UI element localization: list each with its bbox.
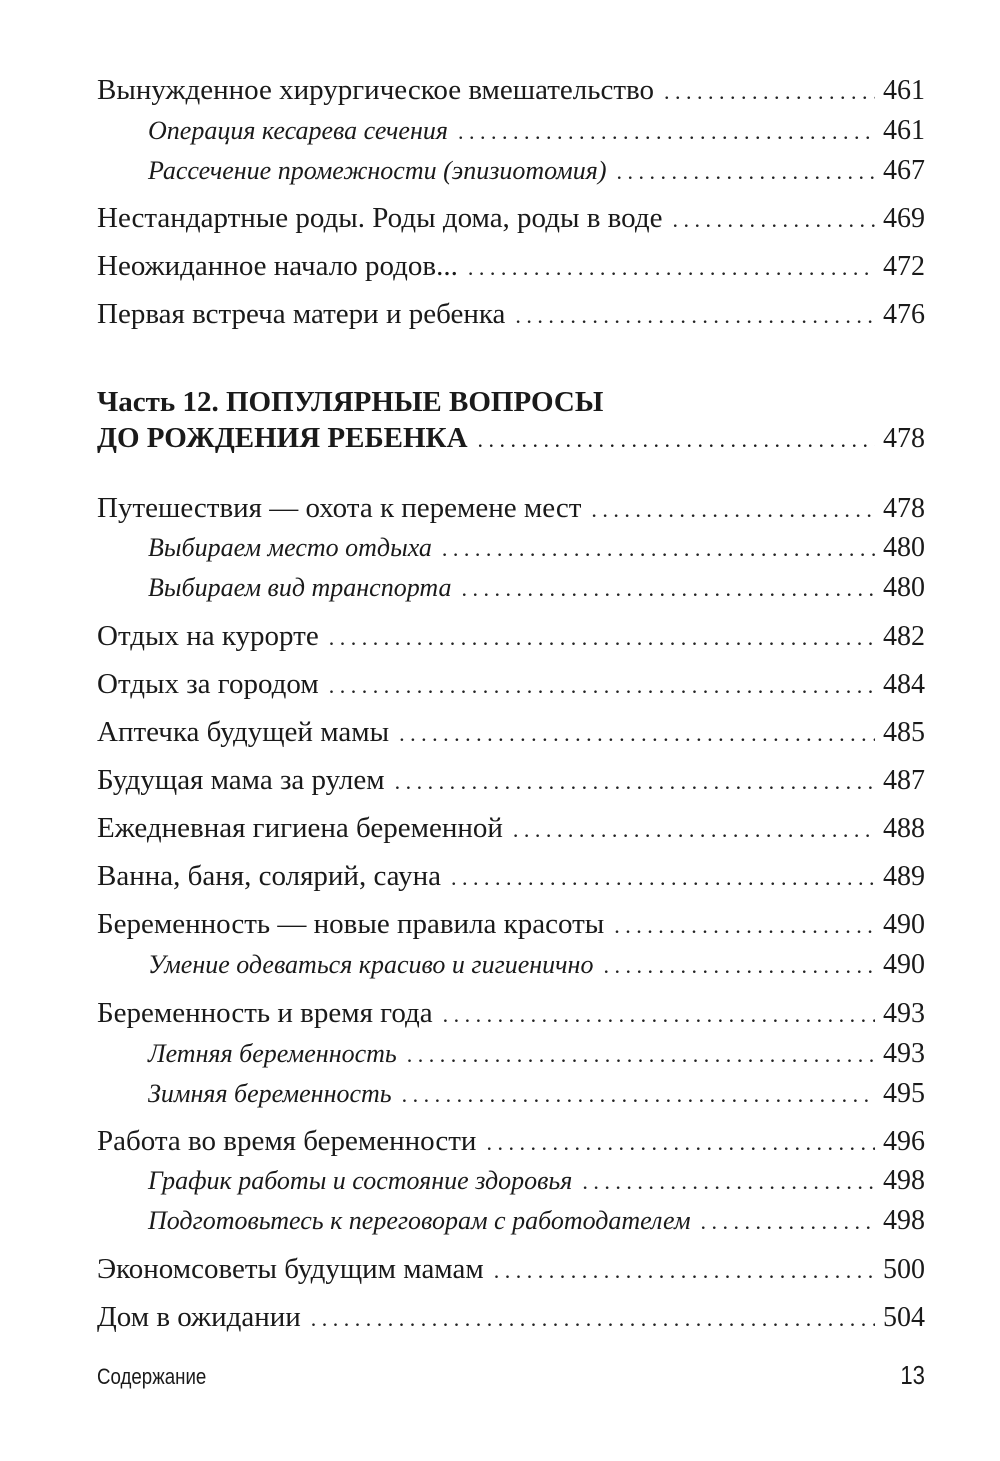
- toc-entry-title: Работа во время беременности: [97, 1125, 477, 1157]
- toc-entry-title: Экономсоветы будущим мамам: [97, 1253, 484, 1285]
- toc-entry-page: 493: [883, 1038, 925, 1069]
- toc-entry: [97, 296, 925, 334]
- leader-dots: [468, 250, 875, 286]
- toc-subentry: [148, 947, 925, 984]
- leader-dots: [614, 908, 875, 944]
- leader-dots: [617, 154, 876, 190]
- toc-entry: [97, 618, 925, 656]
- leader-dots: [591, 492, 875, 528]
- leader-dots: [664, 74, 875, 110]
- toc-entry-page: 482: [883, 621, 925, 652]
- leader-dots: [461, 571, 875, 607]
- toc-entry-page: 496: [883, 1126, 925, 1157]
- toc-entry: [97, 666, 925, 704]
- leader-dots: [451, 860, 875, 896]
- leader-dots: [407, 1037, 875, 1073]
- toc-entry: [97, 490, 925, 528]
- toc-entry-title: Выбираем вид транспорта: [148, 573, 452, 602]
- toc-entry-page: 487: [883, 765, 925, 796]
- toc-entry-title: Ежедневная гигиена беременной: [97, 812, 503, 844]
- toc-entry-title: Подготовьтесь к переговорам с работодателем: [148, 1206, 691, 1235]
- toc-entry-page: 461: [883, 115, 925, 146]
- toc-entry-title: Умение одеваться красиво и гигиенично: [148, 950, 594, 979]
- toc-entry: [97, 1299, 925, 1337]
- toc-entry-title: Отдых на курорте: [97, 620, 319, 652]
- leader-dots: [329, 668, 875, 704]
- toc-entry-title: Дом в ожидании: [97, 1301, 301, 1333]
- toc-entry: [97, 762, 925, 800]
- toc-entry-page: 490: [883, 909, 925, 940]
- leader-dots: [494, 1253, 875, 1289]
- leader-dots: [442, 531, 875, 567]
- toc-subentry: [148, 1076, 925, 1113]
- toc-entry-page: 490: [883, 949, 925, 980]
- toc-entry-page: 476: [883, 299, 925, 330]
- leader-dots: [672, 202, 875, 238]
- toc-entry-page: 467: [883, 155, 925, 186]
- toc-entry-page: 498: [883, 1205, 925, 1236]
- footer-page-number: 13: [900, 1360, 925, 1390]
- toc-entry-title: Ванна, баня, солярий, сауна: [97, 860, 441, 892]
- toc-entry: [97, 906, 925, 944]
- toc-entry: [97, 1123, 925, 1161]
- part-heading-page: 478: [883, 423, 925, 454]
- toc-entry-page: 504: [883, 1302, 925, 1333]
- leader-dots: [513, 812, 875, 848]
- leader-dots: [329, 620, 875, 656]
- toc-entry-page: 472: [883, 251, 925, 282]
- toc-entry-page: 478: [883, 493, 925, 524]
- toc-entry: [97, 72, 925, 110]
- toc-subentry: [148, 1036, 925, 1073]
- leader-dots: [399, 716, 875, 752]
- toc-entry-title: Летняя беременность: [148, 1039, 397, 1068]
- toc-entry: [97, 858, 925, 896]
- leader-dots: [515, 298, 875, 334]
- toc-entry-title: Выбираем место отдыха: [148, 533, 432, 562]
- toc-entry-title: Неожиданное начало родов...: [97, 250, 458, 282]
- toc-entry-title: Операция кесарева сечения: [148, 116, 448, 145]
- part-heading: [97, 384, 925, 458]
- toc-subentry: [148, 113, 925, 150]
- toc-entry-title: Вынужденное хирургическое вмешательство: [97, 74, 654, 106]
- toc-entry-page: 500: [883, 1254, 925, 1285]
- leader-dots: [478, 422, 875, 458]
- toc-entry-page: 469: [883, 203, 925, 234]
- toc-entry-title: Отдых за городом: [97, 668, 319, 700]
- toc-entry-page: 495: [883, 1078, 925, 1109]
- leader-dots: [458, 114, 875, 150]
- part-heading-line2-row: [97, 420, 925, 458]
- toc-entry-page: 485: [883, 717, 925, 748]
- toc-entry-title: Будущая мама за рулем: [97, 764, 385, 796]
- toc-entry: [97, 995, 925, 1033]
- toc-entry: [97, 248, 925, 286]
- toc-entry: [97, 1251, 925, 1289]
- toc-entry-page: 488: [883, 813, 925, 844]
- toc-entry-page: 480: [883, 532, 925, 563]
- toc-entry-title: Беременность — новые правила красоты: [97, 908, 605, 940]
- footer-section-label: Содержание: [97, 1364, 207, 1389]
- toc-subentry: [148, 153, 925, 190]
- part-heading-line2: ДО РОЖДЕНИЯ РЕБЕНКА: [97, 422, 468, 454]
- toc-subentry: [148, 570, 925, 607]
- toc-entry-page: 461: [883, 75, 925, 106]
- toc-entry-title: Нестандартные роды. Роды дома, роды в воде: [97, 202, 663, 234]
- toc-entry-page: 489: [883, 861, 925, 892]
- leader-dots: [486, 1125, 875, 1161]
- toc-entry-title: Зимняя беременность: [148, 1079, 392, 1108]
- leader-dots: [395, 764, 875, 800]
- toc-subentry: [148, 1163, 925, 1200]
- toc-entry-page: 493: [883, 998, 925, 1029]
- toc-subentry: [148, 530, 925, 567]
- toc-entry-title: График работы и состояние здоровья: [148, 1166, 573, 1195]
- leader-dots: [582, 1164, 875, 1200]
- toc-entry-title: Беременность и время года: [97, 997, 433, 1029]
- leader-dots: [402, 1077, 875, 1113]
- toc-entry: [97, 714, 925, 752]
- toc-entry-title: Первая встреча матери и ребенка: [97, 298, 506, 330]
- toc-entry-page: 480: [883, 572, 925, 603]
- toc-subentry: [148, 1203, 925, 1240]
- toc-entry: [97, 810, 925, 848]
- toc-entry-page: 484: [883, 669, 925, 700]
- leader-dots: [701, 1204, 875, 1240]
- toc-entry-title: Аптечка будущей мамы: [97, 716, 390, 748]
- part-heading-line1: Часть 12. ПОПУЛЯРНЫЕ ВОПРОСЫ: [97, 386, 604, 418]
- leader-dots: [603, 948, 875, 984]
- toc-entry-title: Рассечение промежности (эпизиотомия): [148, 156, 607, 185]
- toc-entry: [97, 200, 925, 238]
- leader-dots: [443, 997, 875, 1033]
- toc-entry-page: 498: [883, 1165, 925, 1196]
- leader-dots: [311, 1301, 875, 1337]
- toc-entry-title: Путешествия — охота к перемене мест: [97, 492, 582, 524]
